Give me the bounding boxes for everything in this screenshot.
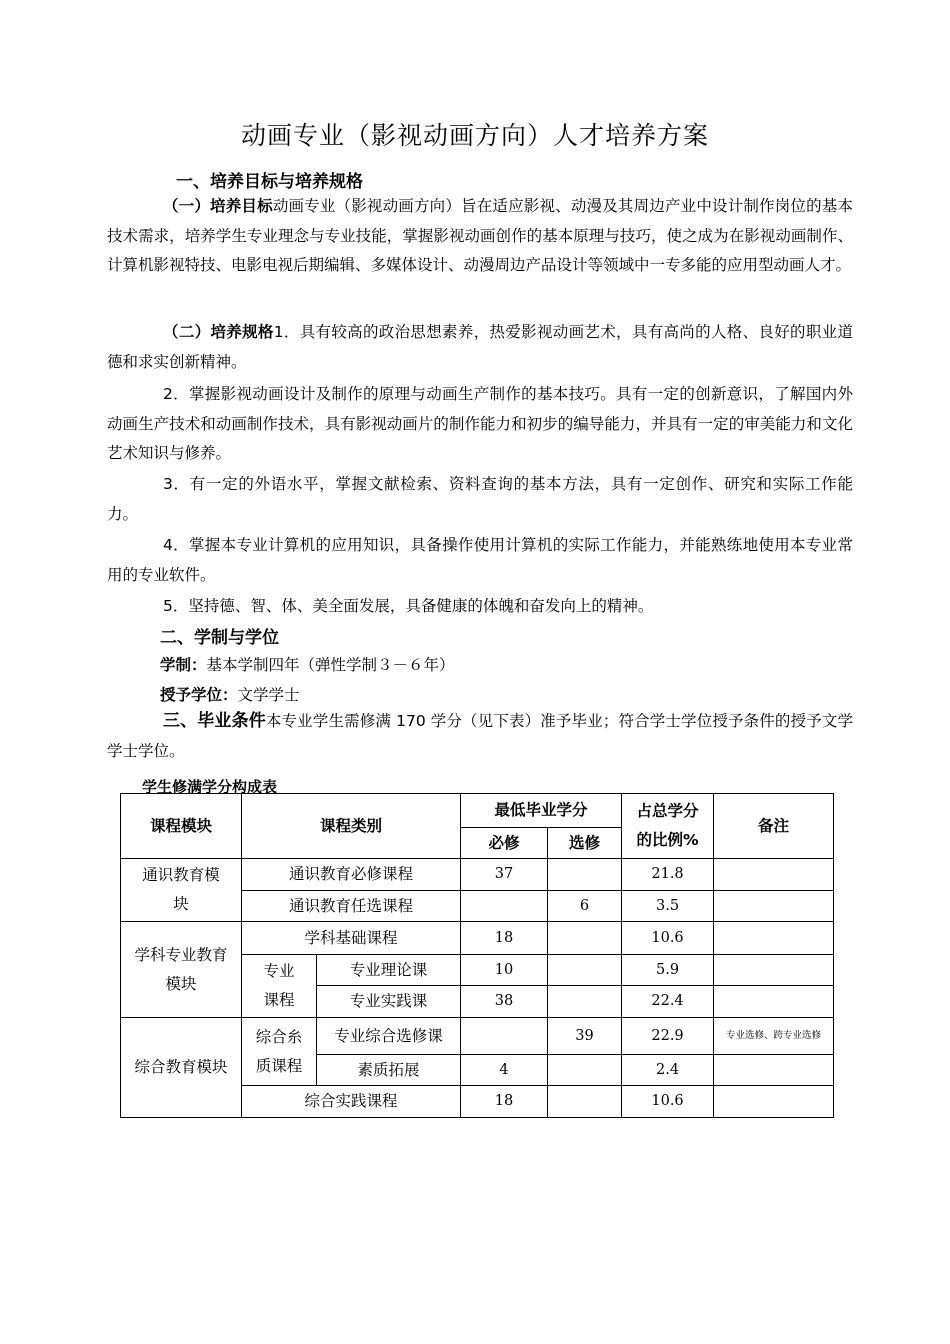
row-required: 37	[461, 859, 548, 891]
document-title: 动画专业（影视动画方向）人才培养方案	[240, 121, 709, 150]
spec-item-1-text: 1．具有较高的政治思想素养，热爱影视动画艺术，具有高尚的人格、良好的职业道德和求实创新精神。	[107, 323, 853, 371]
row-elective	[548, 859, 622, 891]
row-note	[714, 859, 834, 891]
goal-label: （一）培养目标	[163, 197, 273, 215]
duration-label: 学制：	[160, 656, 207, 674]
row-elective	[548, 1055, 622, 1086]
row-note	[714, 986, 834, 1018]
row-ratio: 3.5	[622, 891, 714, 922]
section3-paragraph	[107, 707, 853, 766]
row-name: 学科基础课程	[242, 922, 461, 955]
spec-item-3: 3．有一定的外语水平，掌握文献检索、资料查询的基本方法，具有一定创作、研究和实际工作能力。	[107, 475, 853, 523]
degree-line	[160, 683, 300, 705]
section2-heading: 二、学制与学位	[160, 628, 279, 648]
header-module: 课程模块	[121, 794, 242, 859]
credits-table	[120, 793, 834, 1118]
row-note	[714, 955, 834, 986]
row-required	[461, 891, 548, 922]
spec-label: （二）培养规格	[163, 323, 274, 341]
row-elective	[548, 922, 622, 955]
degree-label: 授予学位：	[160, 686, 238, 704]
row-ratio: 2.4	[622, 1055, 714, 1086]
duration-line	[160, 653, 455, 675]
row-ratio: 22.9	[622, 1018, 714, 1055]
row-ratio: 10.6	[622, 922, 714, 955]
row-required: 10	[461, 955, 548, 986]
duration-text: 基本学制四年（弹性学制３－６年）	[206, 656, 455, 674]
table-row	[121, 922, 834, 955]
row-name: 通识教育必修课程	[242, 859, 461, 891]
row-elective	[548, 955, 622, 986]
row-name: 专业理论课	[317, 955, 461, 986]
header-notes: 备注	[714, 794, 834, 859]
row-required: 4	[461, 1055, 548, 1086]
row-note	[714, 1086, 834, 1118]
row-ratio: 10.6	[622, 1086, 714, 1118]
row-note	[714, 1055, 834, 1086]
header-ratio	[622, 794, 714, 859]
row-note	[714, 922, 834, 955]
row-note: 专业选修、跨专业选修	[714, 1018, 834, 1055]
row-required: 38	[461, 986, 548, 1018]
header-category: 课程类别	[242, 794, 461, 859]
row-required	[461, 1018, 548, 1055]
goal-text: 动画专业（影视动画方向）旨在适应影视、动漫及其周边产业中设计制作岗位的基本技术需求，培养学生专业理念与专业技能，掌握影视动画创作的基本原理与技巧，使之成为在影视动画制作、计算机影视特技、电影电视后期编辑、多媒体设计、动漫周边产品设计等领域中一专多能的应用型动画人才。	[107, 197, 853, 274]
header-row-1	[121, 794, 834, 828]
spec-item-2: 2．掌握影视动画设计及制作的原理与动画生产制作的基本技巧。具有一定的创新意识，了解国内外动画生产技术和动画制作技术，具有影视动画片的制作能力和初步的编导能力，并具有一定的审美能力和文化艺术知识与修养。	[107, 385, 853, 462]
table-row	[121, 1018, 834, 1055]
row-ratio: 5.9	[622, 955, 714, 986]
row-name: 通识教育任选课程	[242, 891, 461, 922]
module-discipline: 学科专业教育模块	[121, 922, 242, 1018]
subgroup-professional: 专业课程	[242, 955, 317, 1018]
module-comprehensive: 综合教育模块	[121, 1018, 242, 1118]
header-required: 必修	[461, 828, 548, 859]
row-ratio: 21.8	[622, 859, 714, 891]
header-ratio-line1: 占总学分	[636, 802, 699, 820]
goal-paragraph	[107, 192, 853, 281]
section3-text: 本专业学生需修满 170 学分（见下表）准予毕业；符合学士学位授予条件的授予文学学士学位。	[107, 712, 853, 760]
row-elective	[548, 1086, 622, 1118]
row-elective: 39	[548, 1018, 622, 1055]
header-elective: 选修	[548, 828, 622, 859]
row-name: 综合实践课程	[242, 1086, 461, 1118]
row-elective: 6	[548, 891, 622, 922]
spec-item-5: 5．坚持德、智、体、美全面发展，具备健康的体魄和奋发向上的精神。	[163, 597, 654, 615]
table-caption: 学生修满学分构成表	[142, 778, 278, 796]
row-ratio: 22.4	[622, 986, 714, 1018]
row-name: 专业实践课	[317, 986, 461, 1018]
row-required: 18	[461, 1086, 548, 1118]
degree-text: 文学学士	[237, 686, 300, 704]
header-ratio-line2: 的比例%	[636, 831, 699, 849]
section3-heading: 三、毕业条件	[163, 711, 266, 731]
subgroup-quality: 综合糸质课程	[242, 1018, 317, 1086]
spec-item-4: 4．掌握本专业计算机的应用知识，具备操作使用计算机的实际工作能力，并能熟练地使用本专业常用的专业软件。	[107, 536, 853, 584]
header-min-credits: 最低毕业学分	[461, 794, 622, 828]
section1-heading: 一、培养目标与培养规格	[176, 172, 363, 192]
module-general: 通识教育模块	[121, 859, 242, 922]
row-name: 素质拓展	[317, 1055, 461, 1086]
spec-item-1	[107, 318, 853, 377]
row-name: 专业综合选修课	[317, 1018, 461, 1055]
row-required: 18	[461, 922, 548, 955]
row-note	[714, 891, 834, 922]
row-elective	[548, 986, 622, 1018]
table-row	[121, 859, 834, 891]
